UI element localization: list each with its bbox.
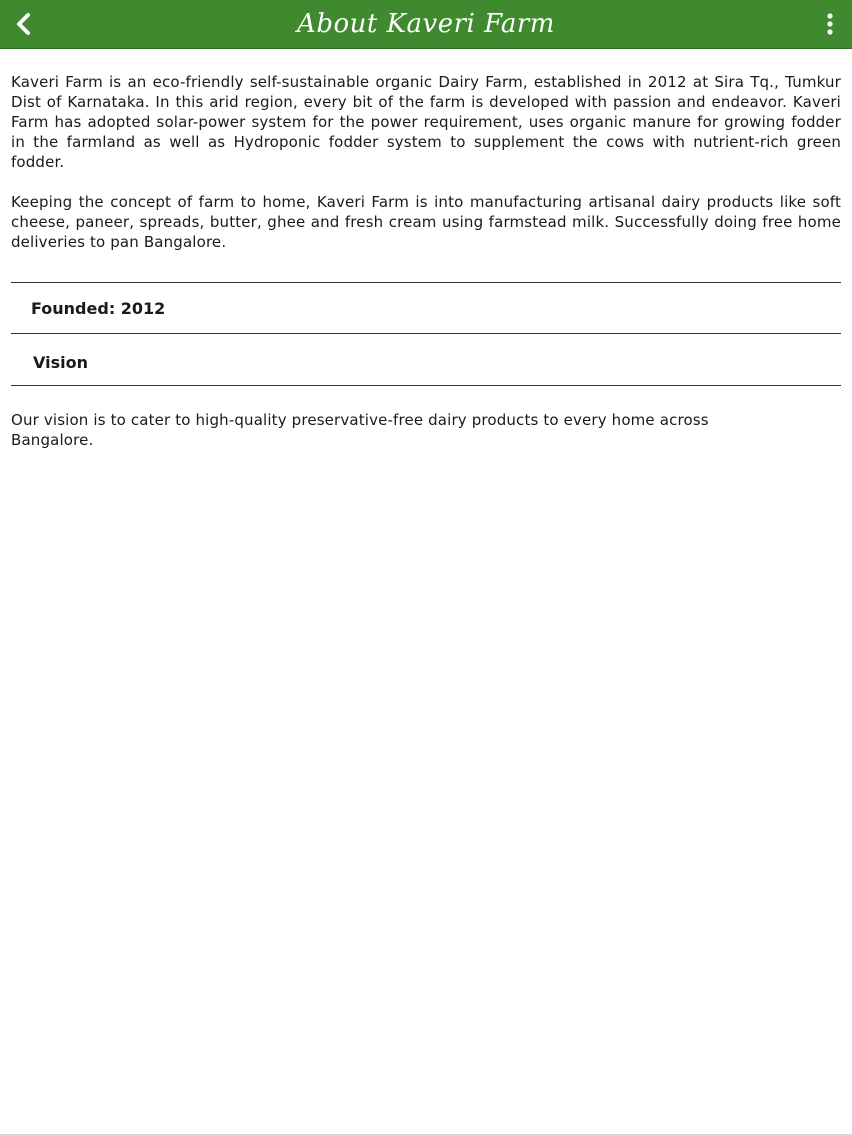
chevron-left-icon [14,12,34,36]
more-options-button[interactable] [818,8,842,40]
back-button[interactable] [8,8,40,40]
about-paragraph-1: Kaveri Farm is an eco-friendly self-sustainable organic Dairy Farm, established in 2012 at Sira Tq., Tumkur Dist of Karnataka. In this arid region, every bit of the farm is developed with passion and endeavor. Kaveri Farm has adopted solar-power system for the power requirement, uses organic manure for growing fodder in the farmland as well as Hydroponic fodder system to supplement the cows with nutrient-rich green fodder. [11,73,841,171]
divider [11,385,841,386]
vision-text: Our vision is to cater to high-quality preservative-free dairy products to every home across Bangalore. [11,411,709,449]
vision-heading: Vision [33,353,88,372]
page-title: About Kaveri Farm [297,9,555,39]
about-content [11,72,841,450]
app-bar [0,0,852,49]
founded-label: Founded: 2012 [31,299,166,318]
about-paragraph-2: Keeping the concept of farm to home, Kaveri Farm is into manufacturing artisanal dairy products like soft cheese, paneer, spreads, butter, ghee and fresh cream using farmstead milk. Successfully doing free home deliveries to pan Bangalore. [11,193,841,251]
more-vertical-icon [826,13,834,35]
